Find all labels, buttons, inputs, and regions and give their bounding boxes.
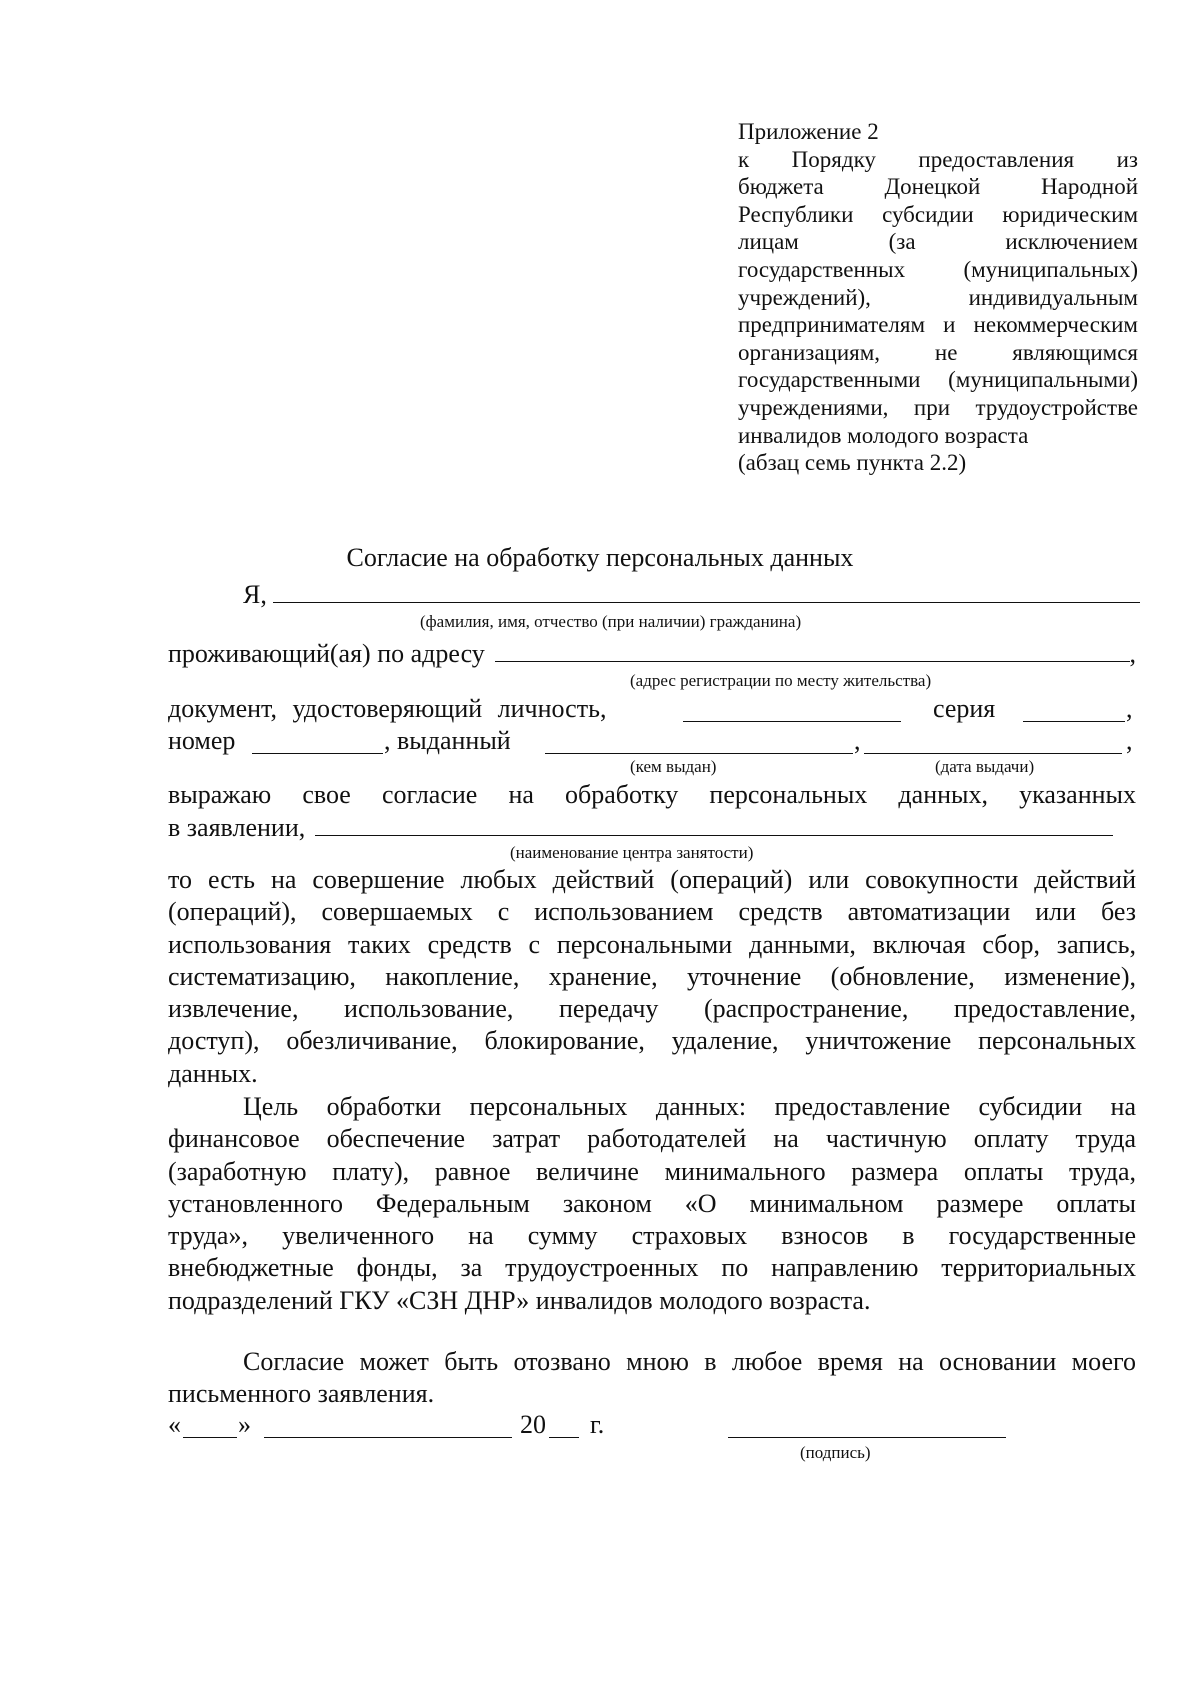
signature-field[interactable] — [728, 1413, 1006, 1438]
paragraph-line: внебюджетные фонды, за трудоустроенных по направлению территориальных — [168, 1253, 1136, 1283]
application-row — [168, 811, 1113, 843]
actions-paragraph — [168, 864, 1136, 1090]
purpose-paragraph — [168, 1091, 1136, 1317]
year-prefix: 20 — [520, 1410, 546, 1439]
paragraph-line: доступ), обезличивание, блокирование, удаление, уничтожение персональных — [168, 1026, 1136, 1056]
appendix-line: организациям, не являющимся — [738, 339, 1138, 365]
appendix-line: Республики субсидии юридическим — [738, 201, 1138, 227]
address-comma: , — [1129, 639, 1136, 668]
revoke-paragraph — [168, 1346, 1136, 1411]
appendix-line: к Порядку предоставления из — [738, 146, 1138, 172]
paragraph-line: данных. — [168, 1058, 258, 1088]
series-comma: , — [1126, 694, 1133, 723]
number-field[interactable] — [252, 729, 383, 754]
address-note: (адрес регистрации по месту жительства) — [630, 671, 932, 690]
appendix-line: бюджета Донецкой Народной — [738, 174, 1138, 200]
appendix-line: учреждений), индивидуальным — [738, 284, 1138, 310]
paragraph-line: (операций), совершаемых с использованием средств автоматизации или без — [168, 897, 1136, 927]
name-row — [168, 578, 1136, 610]
appendix-line: предпринимателям и некоммерческим — [738, 312, 1138, 338]
appendix-line: (абзац семь пункта 2.2) — [738, 450, 967, 476]
appendix-line: учреждениями, при трудоустройстве — [738, 394, 1138, 420]
center-note: (наименование центра занятости) — [510, 843, 754, 862]
series-field[interactable] — [1023, 697, 1125, 722]
document-title: Согласие на обработку персональных данных — [346, 543, 854, 572]
series-label: серия — [933, 694, 996, 723]
document-type-field[interactable] — [683, 697, 901, 722]
paragraph-line: Цель обработки персональных данных: предоставление субсидии на — [243, 1092, 1136, 1121]
appendix-line: государственными (муниципальными) — [738, 367, 1138, 393]
appendix-line: инвалидов молодого возраста — [738, 422, 1029, 448]
name-note: (фамилия, имя, отчество (при наличии) гражданина) — [420, 612, 802, 631]
appendix-line: лицам (за исключением — [738, 229, 1138, 255]
signature-note: (подпись) — [800, 1443, 871, 1462]
quote-open: « — [168, 1410, 181, 1439]
number-label: номер — [168, 726, 236, 755]
paragraph-line: письменного заявления. — [168, 1379, 435, 1409]
employment-center-field[interactable] — [315, 811, 1113, 836]
year-field[interactable] — [549, 1413, 579, 1438]
consent-text: выражаю свое согласие на обработку персональных данных, указанных — [168, 780, 1136, 809]
document-row — [168, 693, 1136, 725]
full-name-field[interactable] — [273, 578, 1140, 603]
paragraph-line: Согласие может быть отозвано мною в любое время на основании моего — [243, 1347, 1136, 1376]
i-label: Я, — [243, 580, 267, 609]
issued-label: , выданный — [384, 726, 511, 755]
consent-line — [168, 779, 1136, 811]
paragraph-line: то есть на совершение любых действий (операций) или совокупности действий — [168, 865, 1136, 894]
paragraph-line: использования таких средств с персональными данными, включая сбор, запись, — [168, 929, 1136, 959]
number-row — [168, 725, 1136, 757]
paragraph-line: (заработную плату), равное величине минимального размера оплаты труда, — [168, 1156, 1136, 1186]
paragraph-line: подразделений ГКУ «СЗН ДНР» инвалидов молодого возраста. — [168, 1285, 871, 1315]
appendix-line: Приложение 2 — [738, 119, 879, 144]
month-field[interactable] — [264, 1413, 512, 1438]
signature-row — [168, 1409, 1136, 1441]
paragraph-line: установленного Федеральным законом «О минимальном размере оплаты — [168, 1188, 1136, 1218]
issue-date-field[interactable] — [864, 729, 1122, 754]
date-comma: , — [1126, 726, 1133, 755]
issue-date-note: (дата выдачи) — [935, 757, 1035, 776]
paragraph-line: финансовое обеспечение затрат работодателей на частичную оплату труда — [168, 1124, 1136, 1154]
paragraph-line: извлечение, использование, передачу (распространение, предоставление, — [168, 994, 1136, 1024]
address-field[interactable] — [495, 637, 1130, 662]
appendix-line: государственных (муниципальных) — [738, 256, 1138, 282]
year-suffix: г. — [590, 1410, 605, 1439]
address-label: проживающий(ая) по адресу — [168, 639, 485, 668]
appendix-header — [738, 118, 1138, 477]
issued-comma: , — [854, 726, 861, 755]
in-application-label: в заявлении, — [168, 813, 306, 842]
document-label: документ, удостоверяющий личность, — [168, 694, 607, 723]
quote-close: » — [238, 1410, 251, 1439]
issued-by-field[interactable] — [545, 729, 853, 754]
issued-by-note: (кем выдан) — [630, 757, 717, 776]
address-row — [168, 637, 1136, 669]
paragraph-line: труда», увеличенного на сумму страховых взносов в государственные — [168, 1221, 1136, 1251]
day-field[interactable] — [183, 1413, 237, 1438]
paragraph-line: систематизацию, накопление, хранение, уточнение (обновление, изменение), — [168, 961, 1136, 991]
